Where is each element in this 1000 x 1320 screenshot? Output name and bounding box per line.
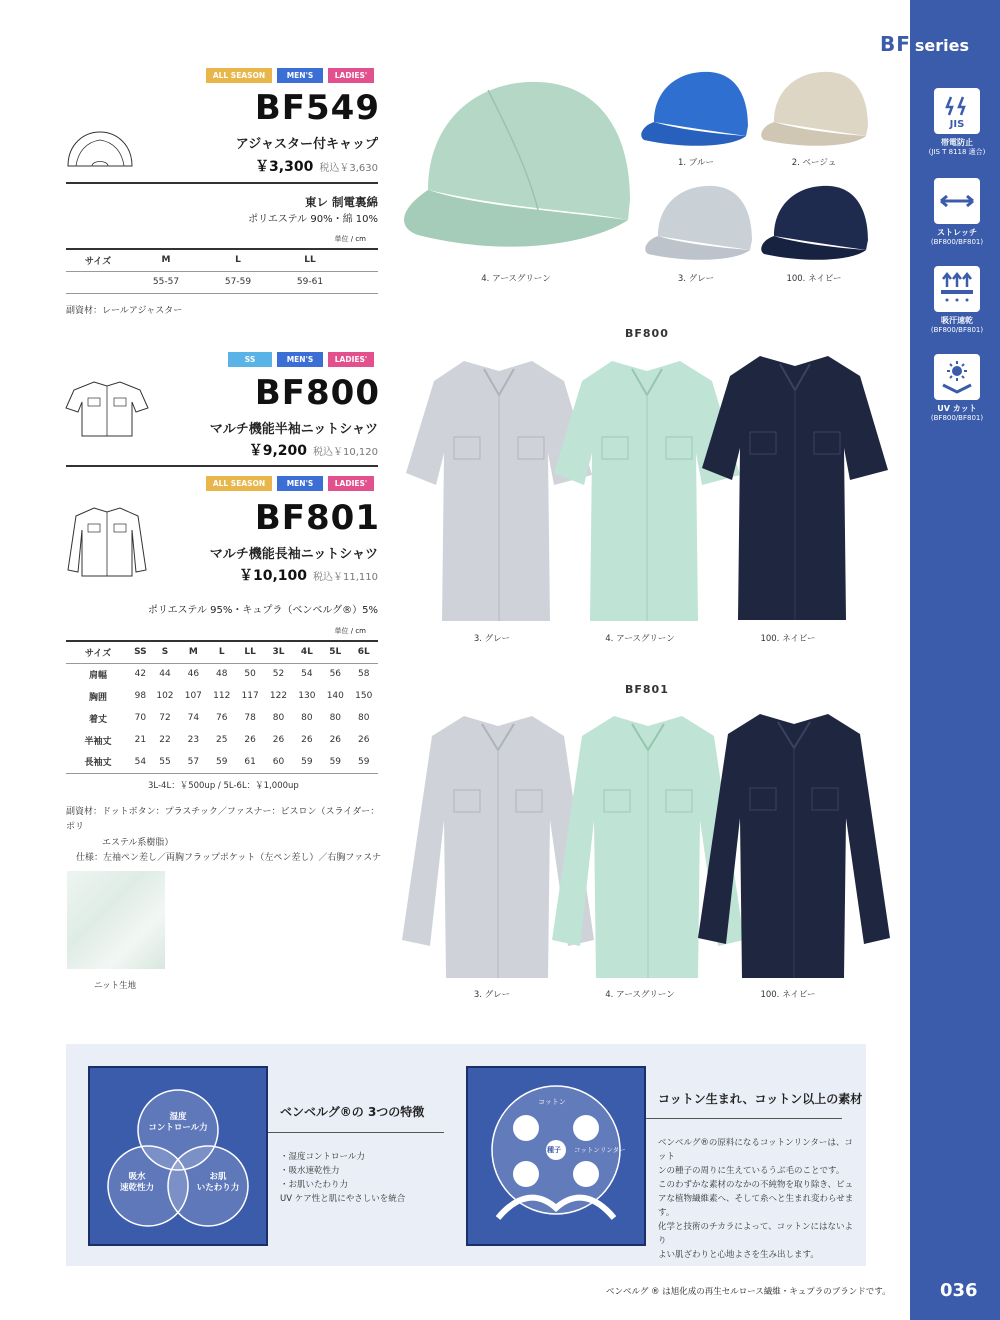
shirt-ls-navy — [694, 708, 894, 980]
size-header-cell: S — [161, 647, 169, 658]
size-cell: 55-57 — [152, 277, 180, 287]
stretch-icon — [934, 178, 980, 224]
size-header-cell: 3L — [272, 647, 285, 658]
tag-ladies: LADIES' — [328, 476, 374, 491]
feature-title: UV カット — [937, 404, 977, 413]
feature-sub: (BF800/BF801) — [930, 237, 984, 246]
size-cell: 26 — [358, 735, 370, 745]
size-price-note: 3L-4L：￥500up / 5L-6L：￥1,000up — [148, 781, 299, 791]
bemberg-point: ・吸水速乾性力 — [280, 1166, 340, 1177]
venn-left-label: 吸水 速乾性力 — [119, 1172, 154, 1194]
bf801-tax-price: 税込￥11,110 — [313, 572, 378, 583]
tag-mens: MEN'S — [277, 476, 323, 491]
bf800-tags — [228, 352, 374, 367]
size-cell: 80 — [301, 713, 313, 723]
feature-title: 吸汗速乾 — [941, 316, 973, 325]
size-cell: 59 — [329, 756, 342, 767]
bf549-size-table — [66, 248, 378, 294]
series-bf: BF — [880, 32, 911, 56]
bf800-color-label: 100. ネイビー — [760, 634, 816, 644]
cap-earth-green — [398, 70, 638, 260]
bf801-color-label: 3. グレー — [473, 990, 511, 1000]
bf800-price-value: ￥9,200 — [248, 443, 307, 459]
bf800-section-title: BF800 — [625, 327, 669, 340]
tag-all-season: ALL SEASON — [206, 476, 272, 491]
size-cell — [66, 271, 130, 293]
size-cell: 着丈 — [88, 714, 107, 725]
size-header-cell: L — [218, 647, 225, 658]
size-cell: 80 — [272, 713, 285, 723]
size-header-cell: 4L — [300, 647, 313, 658]
size-cell: 70 — [134, 713, 147, 723]
size-cell: 長袖丈 — [84, 758, 112, 769]
bf801-tags — [206, 476, 374, 491]
size-cell: 59 — [358, 756, 370, 767]
size-cell: 50 — [244, 669, 256, 680]
tag-mens: MEN'S — [277, 68, 323, 83]
bf801-price — [180, 565, 378, 585]
size-cell: 74 — [187, 713, 200, 723]
size-cell: 98 — [134, 691, 147, 701]
bf549-rule — [66, 182, 378, 184]
size-cell: 61 — [244, 756, 256, 767]
feature-sweat-absorb — [922, 266, 992, 334]
size-cell: 23 — [187, 735, 200, 745]
size-cell: 117 — [241, 691, 259, 701]
linter-label: コットンリンター — [574, 1146, 626, 1154]
size-header-cell: M — [161, 255, 171, 266]
size-cell: 107 — [184, 691, 202, 701]
cotton-text-line: アな植物繊維素へ、そして糸へと生まれ変わらせます。 — [658, 1194, 854, 1219]
bf801-outline-icon — [64, 504, 150, 580]
size-cell: 59 — [301, 756, 313, 767]
size-cell: 60 — [272, 756, 285, 767]
bemberg-venn-panel — [88, 1066, 268, 1246]
bf549-tags — [206, 68, 374, 83]
bf549-code: BF549 — [254, 88, 380, 128]
size-cell: 150 — [355, 691, 373, 701]
venn-diagram — [90, 1068, 266, 1244]
feature-sub: (JIS T 8118 適合) — [928, 147, 986, 156]
size-header-row — [66, 249, 378, 271]
cap-blue — [640, 66, 752, 150]
cotton-text — [658, 1136, 858, 1262]
shirt-unit: 単位 / cm — [334, 627, 366, 635]
feature-uv-cut — [922, 354, 992, 422]
bf549-fabric: 東レ 制電裏綿 — [304, 195, 378, 209]
shirt-sub-material-cont: エステル系樹脂） — [102, 837, 174, 848]
size-header-cell: LL — [244, 647, 256, 658]
size-cell: 59-61 — [296, 277, 324, 287]
size-row — [66, 271, 378, 293]
feature-sub: (BF800/BF801) — [930, 325, 984, 334]
cotton-label: コットン — [538, 1098, 566, 1106]
bf549-price — [180, 156, 378, 176]
bf549-material: ポリエステル 90%・綿 10% — [248, 214, 378, 225]
size-cell: 55 — [159, 756, 171, 767]
size-cell: 26 — [272, 735, 285, 745]
size-cell: 54 — [134, 756, 147, 767]
cotton-title: コットン生まれ、コットン以上の素材 — [658, 1092, 863, 1106]
bf800-color-label: 4. アースグリーン — [605, 634, 675, 644]
cap-gray — [644, 180, 756, 264]
size-header-cell: 6L — [357, 647, 370, 658]
feature-title: ストレッチ — [937, 228, 977, 237]
bf549-price-value: ￥3,300 — [255, 159, 314, 175]
shirt-sub-material: 副資材：ドットボタン：プラスチック／ファスナー：ビスロン（スライダー：ポリ — [66, 807, 380, 833]
size-cell: 80 — [329, 713, 342, 723]
bf801-section-title: BF801 — [625, 683, 669, 696]
cotton-title-rule — [646, 1118, 842, 1119]
size-row — [66, 707, 378, 729]
bf800-code: BF800 — [254, 373, 380, 413]
bf549-sub-material: 副資材：レールアジャスター — [66, 306, 183, 316]
shirt-spec: 仕様：左袖ペン差し／両胸フラップポケット（左ペン差し）／右胸ファスナ — [76, 852, 382, 863]
size-cell: 58 — [358, 669, 370, 680]
bemberg-points — [280, 1150, 405, 1206]
page-number: 036 — [940, 1280, 978, 1301]
size-cell: 26 — [329, 735, 342, 745]
bf801-name: マルチ機能長袖ニットシャツ — [209, 547, 378, 562]
size-row — [66, 729, 378, 751]
size-cell: 130 — [298, 691, 316, 701]
bf549-tax-price: 税込￥3,630 — [319, 163, 378, 174]
tag-all-season: ALL SEASON — [206, 68, 272, 83]
size-cell: 胸囲 — [88, 692, 107, 703]
size-cell: 140 — [326, 691, 344, 701]
size-cell: 78 — [244, 713, 256, 723]
size-cell: 26 — [301, 735, 313, 745]
cap-color-label: 3. グレー — [677, 274, 715, 284]
size-header-cell: LL — [304, 255, 316, 266]
cap-navy — [760, 180, 872, 264]
size-cell: 26 — [244, 735, 256, 745]
size-header-cell: 5L — [329, 647, 342, 658]
size-cell: 半袖丈 — [84, 736, 112, 747]
cotton-text-line: 化学と技術のチカラによって、コットンにはないより — [658, 1222, 853, 1247]
feature-stretch — [922, 178, 992, 246]
shirt-size-table — [66, 640, 378, 774]
size-cell: 76 — [216, 713, 228, 723]
cap-beige — [760, 66, 872, 150]
size-cell: 72 — [159, 713, 171, 723]
size-cell: 56 — [329, 669, 342, 680]
cap-color-label: 4. アースグリーン — [481, 274, 551, 284]
size-row — [66, 685, 378, 707]
tag-mens: MEN'S — [277, 352, 323, 367]
size-cell: 46 — [187, 669, 200, 680]
bf800-tax-price: 税込￥10,120 — [313, 447, 378, 458]
size-cell: 44 — [159, 669, 171, 680]
uv-cut-icon — [934, 354, 980, 400]
cap-color-label: 2. ベージュ — [791, 158, 837, 168]
cotton-boll-illustration — [468, 1068, 644, 1244]
size-cell: 80 — [358, 713, 370, 723]
size-header-cell: サイズ — [84, 256, 112, 267]
bemberg-point: UV ケア性と肌にやさしいを統合 — [280, 1194, 406, 1205]
bf800-color-label: 3. グレー — [473, 634, 511, 644]
size-header-cell: サイズ — [84, 648, 112, 659]
antistatic-icon-text: JIS — [949, 119, 965, 130]
knit-fabric-swatch — [67, 871, 165, 969]
bf801-color-label: 100. ネイビー — [760, 990, 816, 1000]
size-cell: 肩幅 — [88, 670, 107, 681]
cotton-text-line: よい肌ざわりと心地よさを生み出します。 — [658, 1250, 819, 1261]
size-cell: 21 — [134, 735, 147, 745]
venn-top-label: 湿度 コントロール力 — [148, 1112, 208, 1134]
tag-ladies: LADIES' — [328, 68, 374, 83]
bf801-color-label: 4. アースグリーン — [605, 990, 675, 1000]
fabric-label: ニット生地 — [94, 981, 137, 991]
size-cell: 57-59 — [224, 277, 252, 287]
cotton-text-line: このわずかな素材のなかの不純物を取り除き、ピュ — [658, 1180, 854, 1191]
cotton-text-line: ンの種子の周りに生えているうぶ毛のことです。 — [658, 1166, 845, 1177]
footer-note: ベンベルグ ® は旭化成の再生セルロース繊維・キュプラのブランドです。 — [606, 1287, 891, 1297]
antistatic-icon — [934, 88, 980, 134]
size-header-cell: M — [188, 647, 198, 658]
seed-label: 種子 — [547, 1146, 561, 1154]
cotton-text-line: ベンベルグ®の原料になるコットンリンターは、コット — [658, 1138, 853, 1163]
size-cell: 102 — [156, 691, 174, 701]
bf801-code: BF801 — [254, 498, 380, 538]
size-cell: 52 — [272, 669, 285, 680]
bf800-price — [180, 440, 378, 460]
bf800-outline-icon — [64, 378, 150, 440]
size-header-row — [66, 641, 378, 663]
bf549-outline-icon — [64, 126, 136, 172]
feature-title: 帯電防止 — [941, 138, 973, 147]
tag-ss: SS — [228, 352, 272, 367]
size-cell: 25 — [216, 735, 228, 745]
series-label: series — [914, 36, 970, 55]
size-cell: 57 — [187, 756, 200, 767]
bf549-unit: 単位 / cm — [334, 235, 366, 243]
size-row — [66, 663, 378, 685]
size-cell: 54 — [301, 669, 313, 680]
size-cell: 22 — [159, 735, 171, 745]
sweat-absorb-icon — [934, 266, 980, 312]
cap-color-label: 1. ブルー — [678, 158, 714, 168]
bf801-price-value: ￥10,100 — [238, 568, 307, 584]
size-header-cell: L — [235, 255, 241, 266]
size-cell: 112 — [213, 691, 231, 701]
tag-ladies: LADIES' — [328, 352, 374, 367]
size-cell: 122 — [269, 691, 288, 701]
shirt-material: ポリエステル 95%・キュプラ（ベンベルグ®）5% — [147, 605, 378, 616]
bf800-rule — [66, 465, 378, 467]
bf549-name: アジャスター付キャップ — [235, 137, 378, 152]
size-header-cell: SS — [134, 647, 147, 658]
size-cell: 48 — [216, 669, 228, 680]
size-cell: 59 — [216, 756, 228, 767]
bemberg-title: ベンベルグ®の 3つの特徴 — [280, 1105, 425, 1119]
bf800-name: マルチ機能半袖ニットシャツ — [209, 422, 378, 437]
bemberg-point: ・お肌いたわり力 — [280, 1180, 349, 1191]
bemberg-point: ・湿度コントロール力 — [280, 1152, 365, 1162]
feature-sub: (BF800/BF801) — [930, 413, 984, 422]
size-cell: 42 — [134, 669, 147, 680]
size-row — [66, 751, 378, 773]
cap-color-label: 100. ネイビー — [786, 274, 842, 284]
venn-right-label: お肌 いたわり力 — [196, 1172, 240, 1194]
feature-antistatic — [922, 88, 992, 156]
series-heading — [880, 32, 969, 56]
bemberg-title-rule — [268, 1132, 444, 1133]
cotton-panel — [466, 1066, 646, 1246]
shirt-ss-navy — [700, 350, 890, 622]
